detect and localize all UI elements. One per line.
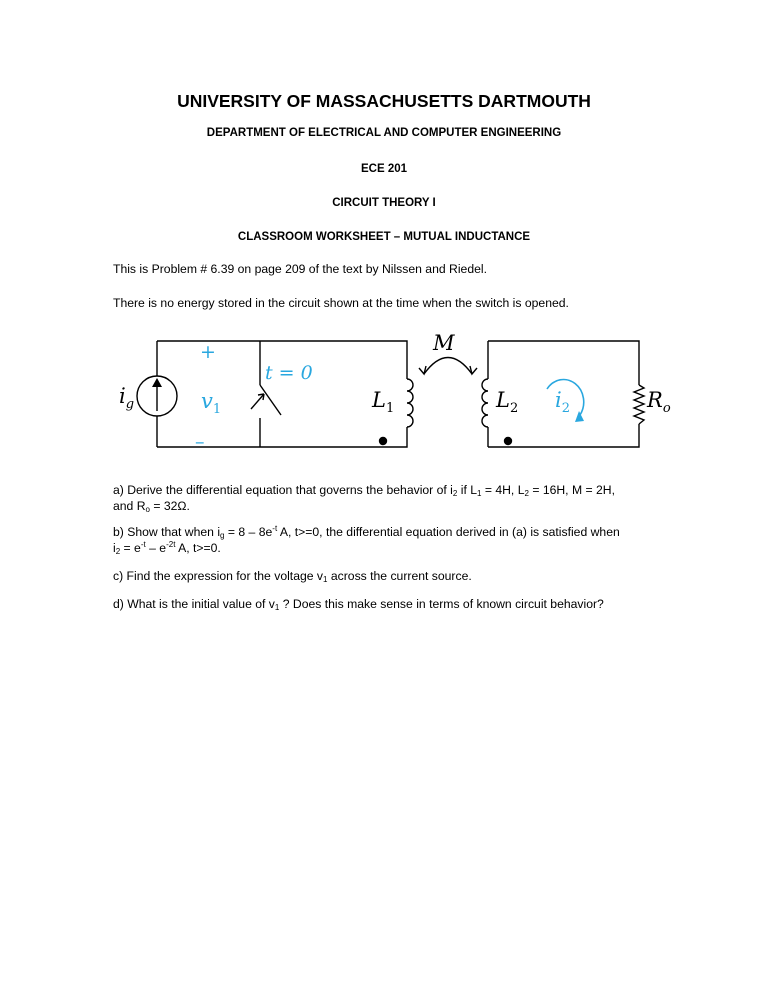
intro-line-1: This is Problem # 6.39 on page 209 of the text by Nilssen and Riedel.	[113, 262, 487, 276]
course-code: ECE 201	[360, 163, 408, 175]
mutual-coupling-arrow-icon	[419, 358, 477, 375]
minus-sign: –	[195, 431, 205, 453]
resistor-icon	[634, 385, 644, 424]
switch-icon	[251, 385, 281, 415]
source-label: $i_g$	[119, 384, 135, 412]
question-b: b) Show that when $i_g = 8 - 8e^{-t}$ A, t>=0, the differential equation derived in (a) is satisfied when $i_2 = e^{-t} - e^{-2t}$ A, t>=0.	[113, 524, 620, 556]
course-name: CIRCUIT THEORY I	[332, 197, 436, 209]
circuit-diagram	[113, 323, 671, 473]
l1-polarity-dot	[379, 437, 387, 445]
university-title: UNIVERSITY OF MASSACHUSETTS DARTMOUTH	[177, 91, 591, 111]
question-a: a) Derive the differential equation that governs the behavior of $i_2$ if $L_1 = 4H$, $L_2 = 16H$, M = 2H, and $R_o = 32\Omega$.	[113, 483, 615, 514]
question-c: c) Find the expression for the voltage $v_1$ across the current source.	[113, 569, 472, 584]
mutual-label: M	[433, 331, 455, 355]
resistor-label: $R_o$	[647, 388, 671, 416]
worksheet-title: CLASSROOM WORKSHEET – MUTUAL INDUCTANCE	[237, 231, 531, 243]
l2-label: $L_2$	[496, 388, 519, 416]
inductor-l2-icon	[482, 379, 488, 427]
current-source-icon	[137, 376, 177, 416]
department-title: DEPARTMENT OF ELECTRICAL AND COMPUTER ENGINEERING	[206, 127, 562, 139]
l2-polarity-dot	[504, 437, 512, 445]
voltage-label: $v_1$	[201, 389, 222, 417]
plus-sign: +	[200, 341, 216, 363]
inductor-l1-icon	[407, 379, 413, 427]
switch-label: t = 0	[265, 362, 313, 384]
l1-label: $L_1$	[372, 388, 395, 416]
intro-line-2: There is no energy stored in the circuit shown at the time when the switch is opened.	[113, 296, 569, 310]
question-d: d) What is the initial value of $v_1$ ? Does this make sense in terms of known circuit behavior?	[113, 597, 604, 612]
circuit-wires	[157, 341, 639, 447]
current-label: $i_2$	[555, 388, 570, 416]
